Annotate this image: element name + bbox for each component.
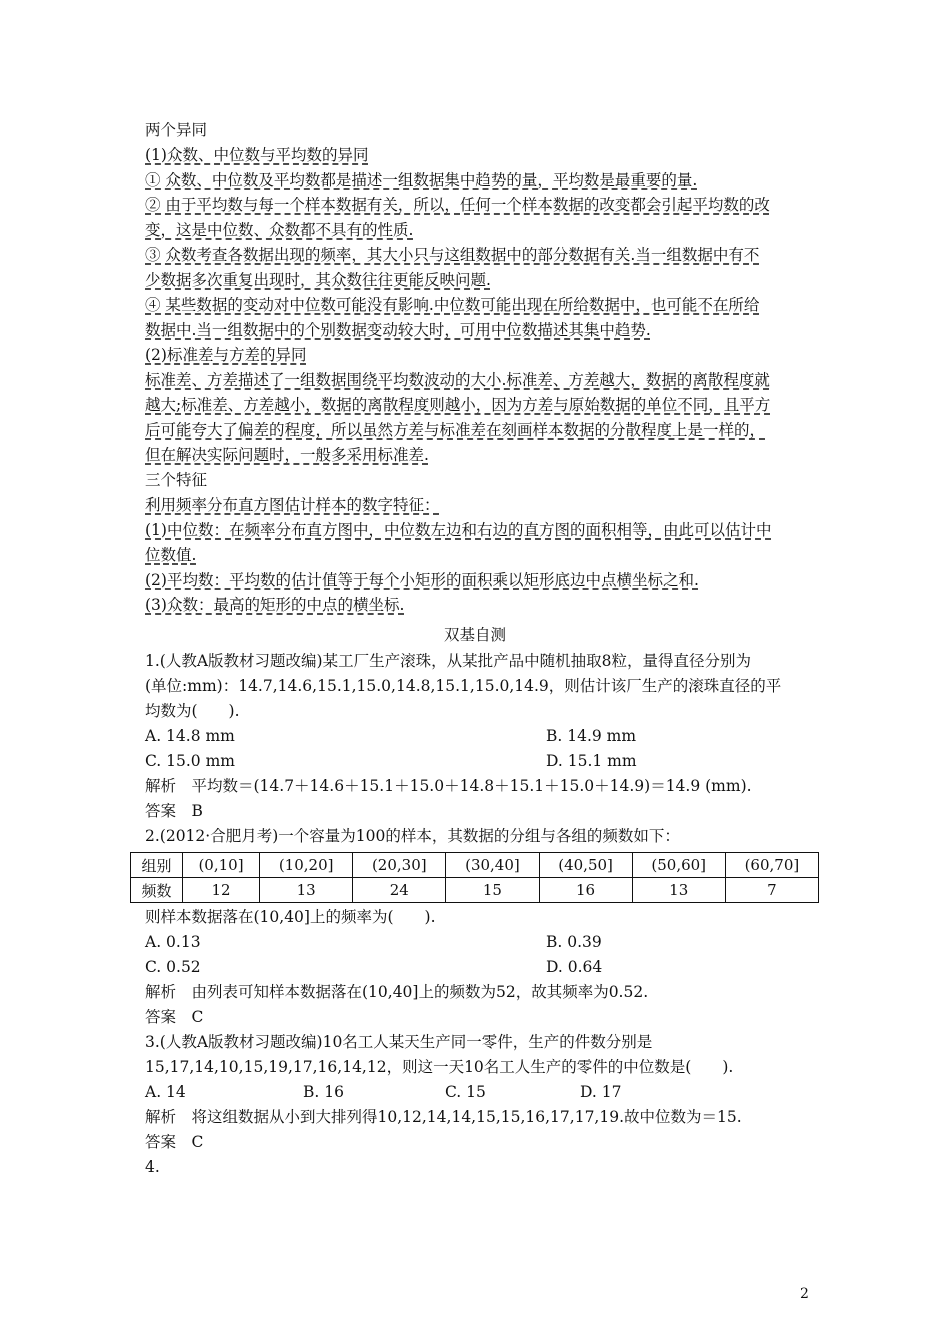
frequency-table	[130, 852, 819, 903]
table-cell: 15	[446, 878, 539, 903]
paragraph-3-line-1: ③ 众数考查各数据出现的频率，其大小只与这组数据中的部分数据有关.当一组数据中有不	[145, 246, 760, 264]
q1-line-1: 1.(人教A版教材习题改编)某工厂生产滚珠，从某批产品中随机抽取8粒，量得直径分别为	[145, 652, 751, 670]
q4-line-1: 4.	[145, 1158, 160, 1176]
q1-option-a: A. 14.8 mm	[145, 727, 235, 745]
table-cell: (10,20]	[260, 853, 353, 878]
paragraph-5-line-1: 标准差、方差描述了一组数据围绕平均数波动的大小.标准差、方差越大，数据的离散程度就	[145, 371, 770, 389]
paragraph-4-line-2: 数据中.当一组数据中的个别数据变动较大时，可用中位数描述其集中趋势.	[145, 321, 651, 339]
q3-line-1: 3.(人教A版教材习题改编)10名工人某天生产同一零件，生产的件数分别是	[145, 1033, 653, 1051]
q2-option-d: D. 0.64	[546, 958, 603, 976]
q3-option-d: D. 17	[580, 1083, 622, 1101]
q3-analysis: 解析 将这组数据从小到大排列得10,12,14,14,15,15,16,17,17,19.故中位数为＝15.	[145, 1108, 742, 1126]
table-row	[131, 878, 819, 903]
q1-option-b: B. 14.9 mm	[546, 727, 637, 745]
q3-line-2: 15,17,14,10,15,19,17,16,14,12，则这一天10名工人生产的零件的中位数是( ).	[145, 1058, 734, 1076]
section-heading-three-features: 三个特征	[145, 471, 208, 489]
paragraph-5-line-4: 但在解决实际问题时，一般多采用标准差.	[145, 446, 429, 464]
table-cell: 13	[632, 878, 725, 903]
q1-answer: 答案 B	[145, 802, 203, 820]
table-cell: (20,30]	[353, 853, 446, 878]
feature-mean: (2)平均数：平均数的估计值等于每个小矩形的面积乘以矩形底边中点横坐标之和.	[145, 571, 699, 589]
paragraph-3-line-2: 少数据多次重复出现时，其众数往往更能反映问题.	[145, 271, 491, 289]
q1-option-d: D. 15.1 mm	[546, 752, 637, 770]
paragraph-2-line-2: 变，这是中位数、众数都不具有的性质.	[145, 221, 414, 239]
paragraph-1: ① 众数、中位数及平均数都是描述一组数据集中趋势的量，平均数是最重要的量.	[145, 171, 698, 189]
q3-option-a: A. 14	[145, 1083, 186, 1101]
table-cell: (0,10]	[182, 853, 259, 878]
feature-mode: (3)众数：最高的矩形的中点的横坐标.	[145, 596, 405, 614]
q2-line-1: 2.(2012·合肥月考)一个容量为100的样本，其数据的分组与各组的频数如下：	[145, 827, 680, 845]
table-cell: (50,60]	[632, 853, 725, 878]
table-cell: 13	[260, 878, 353, 903]
q3-answer: 答案 C	[145, 1133, 204, 1151]
q1-option-c: C. 15.0 mm	[145, 752, 235, 770]
table-row	[131, 853, 819, 878]
table-cell: (60,70]	[725, 853, 818, 878]
table-cell: 12	[182, 878, 259, 903]
feature-median-line-2: 位数值.	[145, 546, 197, 564]
q2-answer: 答案 C	[145, 1008, 204, 1026]
q1-line-2: (单位:mm)：14.7,14.6,15.1,15.0,14.8,15.1,15.0,14.9，则估计该厂生产的滚珠直径的平	[145, 677, 782, 695]
q1-line-3: 均数为( ).	[145, 702, 240, 720]
table-cell: (30,40]	[446, 853, 539, 878]
table-cell: 组别	[131, 853, 183, 878]
table-cell: 16	[539, 878, 632, 903]
q3-option-c: C. 15	[445, 1083, 486, 1101]
section-heading-two-comparisons: 两个异同	[145, 121, 208, 139]
q1-analysis: 解析 平均数＝(14.7＋14.6＋15.1＋15.0＋14.8＋15.1＋15.0＋14.9)＝14.9 (mm).	[145, 777, 752, 795]
table-cell: 7	[725, 878, 818, 903]
feature-median-line-1: (1)中位数：在频率分布直方图中，中位数左边和右边的直方图的面积相等，由此可以估计中	[145, 521, 772, 539]
q2-analysis: 解析 由列表可知样本数据落在(10,40]上的频数为52，故其频率为0.52.	[145, 983, 649, 1001]
q3-option-b: B. 16	[303, 1083, 344, 1101]
subheading-std-variance: (2)标准差与方差的异同	[145, 346, 307, 364]
subheading-mean-median-mode: (1)众数、中位数与平均数的异同	[145, 146, 369, 164]
paragraph-2-line-1: ② 由于平均数与每一个样本数据有关，所以，任何一个样本数据的改变都会引起平均数的改	[145, 196, 770, 214]
self-test-title: 双基自测	[443, 626, 506, 644]
table-cell: 24	[353, 878, 446, 903]
q2-line-2: 则样本数据落在(10,40]上的频率为( ).	[145, 908, 436, 926]
paragraph-5-line-3: 后可能夸大了偏差的程度，所以虽然方差与标准差在刻画样本数据的分散程度上是一样的，	[145, 421, 766, 439]
table-cell: (40,50]	[539, 853, 632, 878]
table-cell: 频数	[131, 878, 183, 903]
paragraph-5-line-2: 越大;标准差、方差越小，数据的离散程度则越小，因为方差与原始数据的单位不同，且平方	[145, 396, 771, 414]
features-intro: 利用频率分布直方图估计样本的数字特征：	[145, 496, 440, 514]
paragraph-4-line-1: ④ 某些数据的变动对中位数可能没有影响.中位数可能出现在所给数据中，也可能不在所给	[145, 296, 760, 314]
q2-option-c: C. 0.52	[145, 958, 201, 976]
page-number: 2	[800, 1286, 809, 1302]
q2-option-b: B. 0.39	[546, 933, 602, 951]
q2-option-a: A. 0.13	[145, 933, 201, 951]
